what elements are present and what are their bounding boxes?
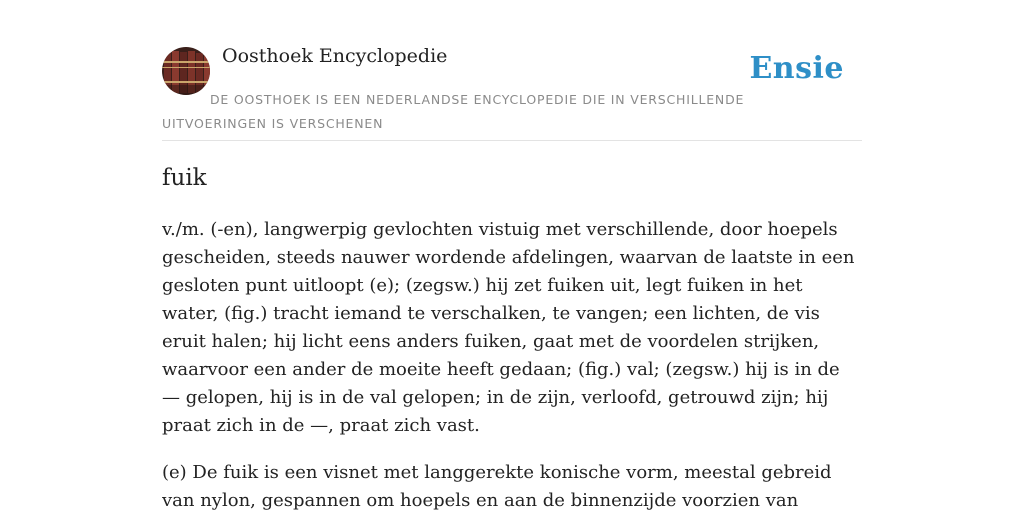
site-header <box>162 0 862 141</box>
entry-paragraph: (e) De fuik is een visnet met langgerekte konische vorm, meestal gebreid van nylon, gespannen om hoepels en aan de binnenzijde voorzien van <box>162 462 832 511</box>
ensie-logo-link[interactable]: Ensie <box>749 51 844 86</box>
site-name-link[interactable]: Oosthoek Encyclopedie <box>222 45 448 67</box>
site-tagline: DE OOSTHOEK IS EEN NEDERLANDSE ENCYCLOPEDIE DIE IN VERSCHILLENDE UITVOERINGEN IS VERSCHENEN <box>162 92 745 131</box>
entry-paragraph: v./m. (-en), langwerpig gevlochten vistuig met verschillende, door hoepels gescheiden, steeds nauwer wordende afdelingen, waarvan de laatste in een gesloten punt uitloopt (e); (zegsw.) hij zet fuiken uit, legt fuiken in het water, (fig.) tracht iemand te verschalken, te vangen; een lichten, de vis eruit halen; hij licht eens anders fuiken, gaat met de voordelen strijken, waarvoor een ander de moeite heeft gedaan; (fig.) val; (zegsw.) hij is in de — gelopen, hij is in de val gelopen; in de zijn, verloofd, getrouwd zijn; hij praat zich in de —, praat zich vast. <box>162 219 855 436</box>
entry-title: fuik <box>162 165 207 191</box>
page <box>162 0 862 512</box>
entry-body <box>162 216 862 512</box>
